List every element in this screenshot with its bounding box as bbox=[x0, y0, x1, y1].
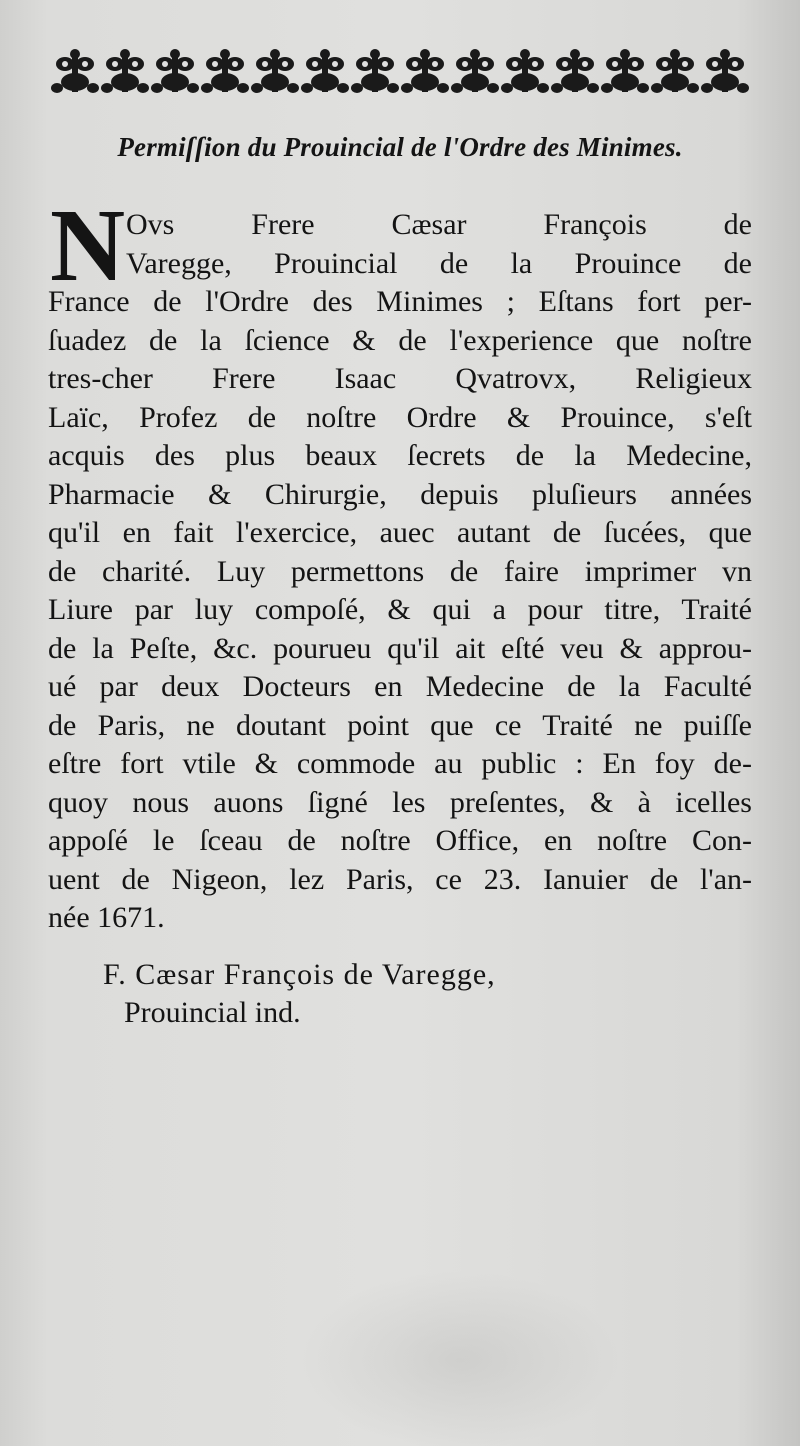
fleuron-ornament bbox=[551, 49, 599, 93]
ornamental-header-band bbox=[50, 42, 750, 104]
signature-name: F. Cæsar François de Varegge, bbox=[103, 958, 496, 991]
signature-title: Prouincial ind. bbox=[124, 996, 301, 1029]
body-line: eſtre fort vtile & commode au public : En foy de- bbox=[48, 747, 752, 780]
body-line: de la Peſte, &c. pourueu qu'il ait eſté veu & approu- bbox=[48, 631, 752, 665]
body-line: Laïc, Profez de noſtre Ordre & Prouince, s'eſt bbox=[48, 400, 752, 434]
fleuron-ornament bbox=[501, 49, 549, 93]
body-line: acquis des plus beaux ſecrets de la Medecine, bbox=[48, 439, 752, 472]
body-line: de charité. Luy permettons de faire imprimer vn bbox=[48, 554, 752, 588]
body-line: Liure par luy compoſé, & qui a pour titre, Traité bbox=[48, 593, 752, 626]
body-line: née 1671. bbox=[48, 901, 165, 934]
body-line: de Paris, ne doutant point que ce Traité ne puiſſe bbox=[48, 708, 752, 742]
drop-cap: N bbox=[50, 188, 126, 303]
body-line: Pharmacie & Chirurgie, depuis pluſieurs années bbox=[48, 477, 752, 511]
fleuron-ornament bbox=[101, 49, 149, 93]
body-line: France de l'Ordre des Minimes ; Eſtans fort per- bbox=[48, 285, 752, 318]
body-line: ſuadez de la ſcience & de l'experience que noſtre bbox=[48, 323, 752, 357]
body-line: ué par deux Docteurs en Medecine de la Faculté bbox=[48, 670, 752, 703]
paper-stain bbox=[300, 1270, 620, 1446]
body-line: quoy nous auons ſigné les preſentes, & à icelles bbox=[48, 785, 752, 819]
fleuron-ornament bbox=[301, 49, 349, 93]
fleuron-ornament bbox=[151, 49, 199, 93]
body-line: Ovs Frere Cæsar François de bbox=[126, 208, 752, 241]
fleuron-ornament bbox=[201, 49, 249, 93]
fleuron-ornament bbox=[401, 49, 449, 93]
body-line: Varegge, Prouincial de la Prouince de bbox=[126, 246, 752, 280]
fleuron-ornament bbox=[251, 49, 299, 93]
body-line: qu'il en fait l'exercice, auec autant de ſucées, que bbox=[48, 516, 752, 549]
fleuron-ornament bbox=[51, 49, 99, 93]
fleuron-ornament bbox=[701, 49, 749, 93]
fleuron-ornament bbox=[651, 49, 699, 93]
fleuron-ornament bbox=[601, 49, 649, 93]
fleuron-ornament bbox=[451, 49, 499, 93]
page-heading: Permiſſion du Prouincial de l'Ordre des Minimes. bbox=[117, 132, 683, 162]
body-line: tres-cher Frere Isaac Qvatrovx, Religieux bbox=[48, 362, 752, 395]
fleuron-ornament bbox=[351, 49, 399, 93]
body-line: appoſé le ſceau de noſtre Office, en noſtre Con- bbox=[48, 824, 752, 857]
body-line: uent de Nigeon, lez Paris, ce 23. Ianuier de l'an- bbox=[48, 862, 752, 896]
